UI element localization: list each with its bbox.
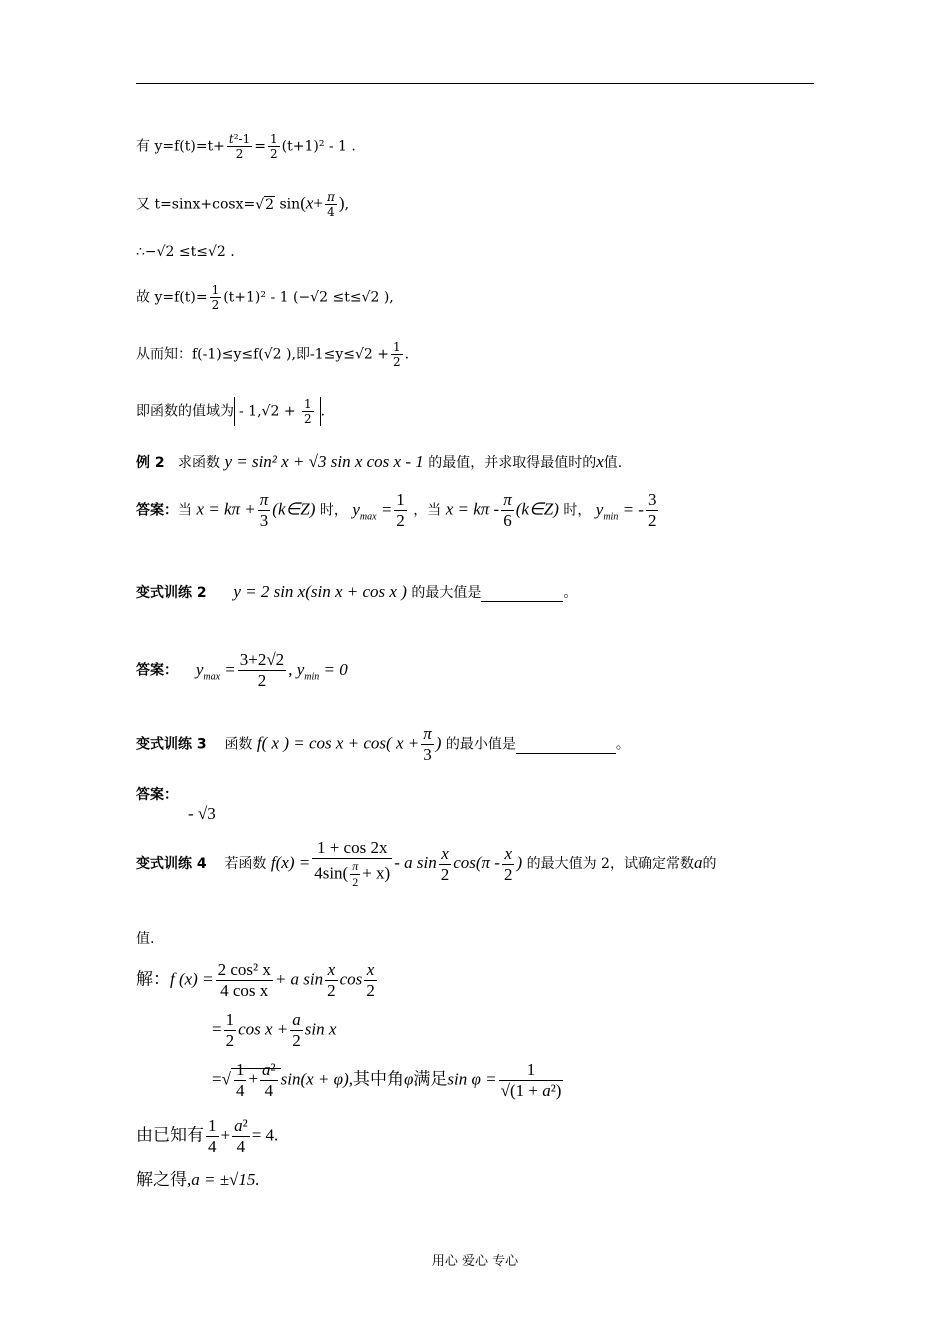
derivation-line-3: ∴−√2 ≤t≤√2 . xyxy=(136,244,235,260)
fraction: $\frac{1}{2}$ xyxy=(211,283,220,312)
text: 求函数 xyxy=(177,455,220,471)
text: 解之得, xyxy=(136,1170,192,1189)
text: 时， xyxy=(563,502,592,519)
text: 。 xyxy=(563,585,578,601)
text: . xyxy=(404,346,410,363)
solution-line-2: = $\frac{1}{2}$ cos x + $\frac{a}{2}$ sin x xyxy=(212,1010,337,1050)
text: 的最小值是 xyxy=(445,736,516,753)
text: 的最大值为 2，试确定常数 xyxy=(526,856,694,872)
variant-label: 变式训练 4 xyxy=(136,856,207,872)
text: , xyxy=(344,196,350,213)
text: 由已知有 xyxy=(136,1125,204,1145)
text: 故 y=f(t)= xyxy=(136,289,208,306)
footer: 用心 爱心 专心 xyxy=(431,1254,519,1269)
text: 的最值，并求取得最值时的 xyxy=(428,455,597,471)
solution-line-4: 由已知有 $\frac{1}{4}$ + $\frac{\text{a²}}{4}$ = 4. xyxy=(136,1116,279,1156)
derivation-line-5 xyxy=(136,340,409,369)
text: 若函数 xyxy=(224,856,267,872)
math-var: a xyxy=(693,853,703,872)
text: 其中角 xyxy=(352,1069,404,1089)
fraction: $\frac{\text{t²-1}}{2}$ xyxy=(228,132,251,161)
derivation-line-4 xyxy=(136,283,394,312)
text: (t+1)² - 1 (−√2 ≤t≤√2 ), xyxy=(223,289,394,306)
text: 有 y=f(t)=t+ xyxy=(136,138,225,155)
answer-blank xyxy=(481,585,563,602)
variant-3: 变式训练 3 函数 f( x ) = cos x + cos( x + $\frac{\pi}{3}$ ) 的最小值是 。 xyxy=(136,724,630,764)
text: 。 xyxy=(615,736,630,753)
example-label: 例 2 xyxy=(136,455,165,471)
example-2 xyxy=(136,452,622,472)
text: . xyxy=(320,403,326,420)
variant-4: 变式训练 4 若函数 f(x) = 1 + cos 2x 4sin( $\frac{\pi}{2}$ + x) - a sin $\frac{x}{2}$ cos(π - $\frac{x}{2}$ ) 的最大值为 2，试确定常数a的 xyxy=(136,838,717,889)
text: 时， xyxy=(319,502,348,519)
text: ，当 xyxy=(413,502,442,519)
answer-value: - √3 xyxy=(188,804,216,823)
math-expression: y = sin² x + √3 sin x cos x - 1 xyxy=(224,452,424,471)
fraction: $\frac{1}{2}$ xyxy=(269,132,278,161)
solution-line-1: 解：f (x) = $\frac{\text{2 cos² x}}{\text{4 cos x}}$ + a sin $\frac{x}{2}$ cos $\frac{x}{2}$ xyxy=(136,960,375,1000)
header-rule xyxy=(136,83,814,84)
text: (t+1)² - 1 . xyxy=(281,138,356,155)
derivation-line-1 xyxy=(136,132,356,161)
variant-label: 变式训练 2 xyxy=(136,585,207,601)
answer-label: 答案： xyxy=(136,502,178,519)
variant-4-cont: 值. xyxy=(136,931,155,947)
variant-label: 变式训练 3 xyxy=(136,736,207,753)
text: sin xyxy=(279,196,301,213)
answer-blank xyxy=(516,737,616,754)
fraction: $\frac{1}{2}$ xyxy=(392,340,401,369)
answer-label: 答案： xyxy=(136,662,178,679)
text: 又 t=sinx+cosx= xyxy=(136,196,256,213)
text: 的 xyxy=(702,856,717,872)
math-expression: y = 2 sin x(sin x + cos x ) xyxy=(233,582,407,601)
variant-2 xyxy=(136,582,577,602)
answer-variant-3 xyxy=(136,784,216,824)
sqrt: √2 xyxy=(255,196,275,213)
math-var: x xyxy=(596,452,604,471)
text: 满足 xyxy=(413,1069,448,1089)
answer-label: 答案： xyxy=(136,787,178,803)
answer-variant-2: 答案： $y_{max}$ = $\frac{3+2√2}{2}$ , $y_{min} = 0$ xyxy=(136,650,348,690)
text: 即函数的值域为 xyxy=(136,403,234,420)
text: 函数 xyxy=(224,736,253,753)
text: 的最大值是 xyxy=(411,585,482,601)
text: = xyxy=(254,138,266,155)
answer-2: 答案：当 x = kπ + $\frac{\pi}{3}$ (k∈Z) 时， $y_{max}$ = $\frac{1}{2}$ ，当 x = kπ - $\frac{\pi}{6}$ (k∈Z) 时， $y_{min}$ = - $\frac{3}{2}$ xyxy=(136,490,657,530)
fraction: $\frac{\pi}{4}$ xyxy=(327,190,335,219)
text: 值. xyxy=(603,455,623,471)
text: 解： xyxy=(136,969,170,989)
text: 当 xyxy=(178,502,192,519)
solution-line-3: =√ $\frac{1}{4}$ + $\frac{\text{a²}}{4}$ sin(x + φ),其中角φ满足sin φ = $\frac{1}{\text{√(1 + a²)}}$ xyxy=(212,1060,562,1100)
derivation-line-6 xyxy=(136,397,325,426)
solution-line-5: 解之得,a = ±√15. xyxy=(136,1170,260,1189)
derivation-line-2: 又 t=sinx+cosx=√2 sin(x+ $\frac{\pi}{4}$ ), xyxy=(136,190,350,219)
text: 从而知：f(-1)≤y≤f(√2 ),即-1≤y≤√2 + xyxy=(136,346,389,363)
range-bracket: - 1,√2 + $\frac{1}{2}$ xyxy=(234,397,321,426)
